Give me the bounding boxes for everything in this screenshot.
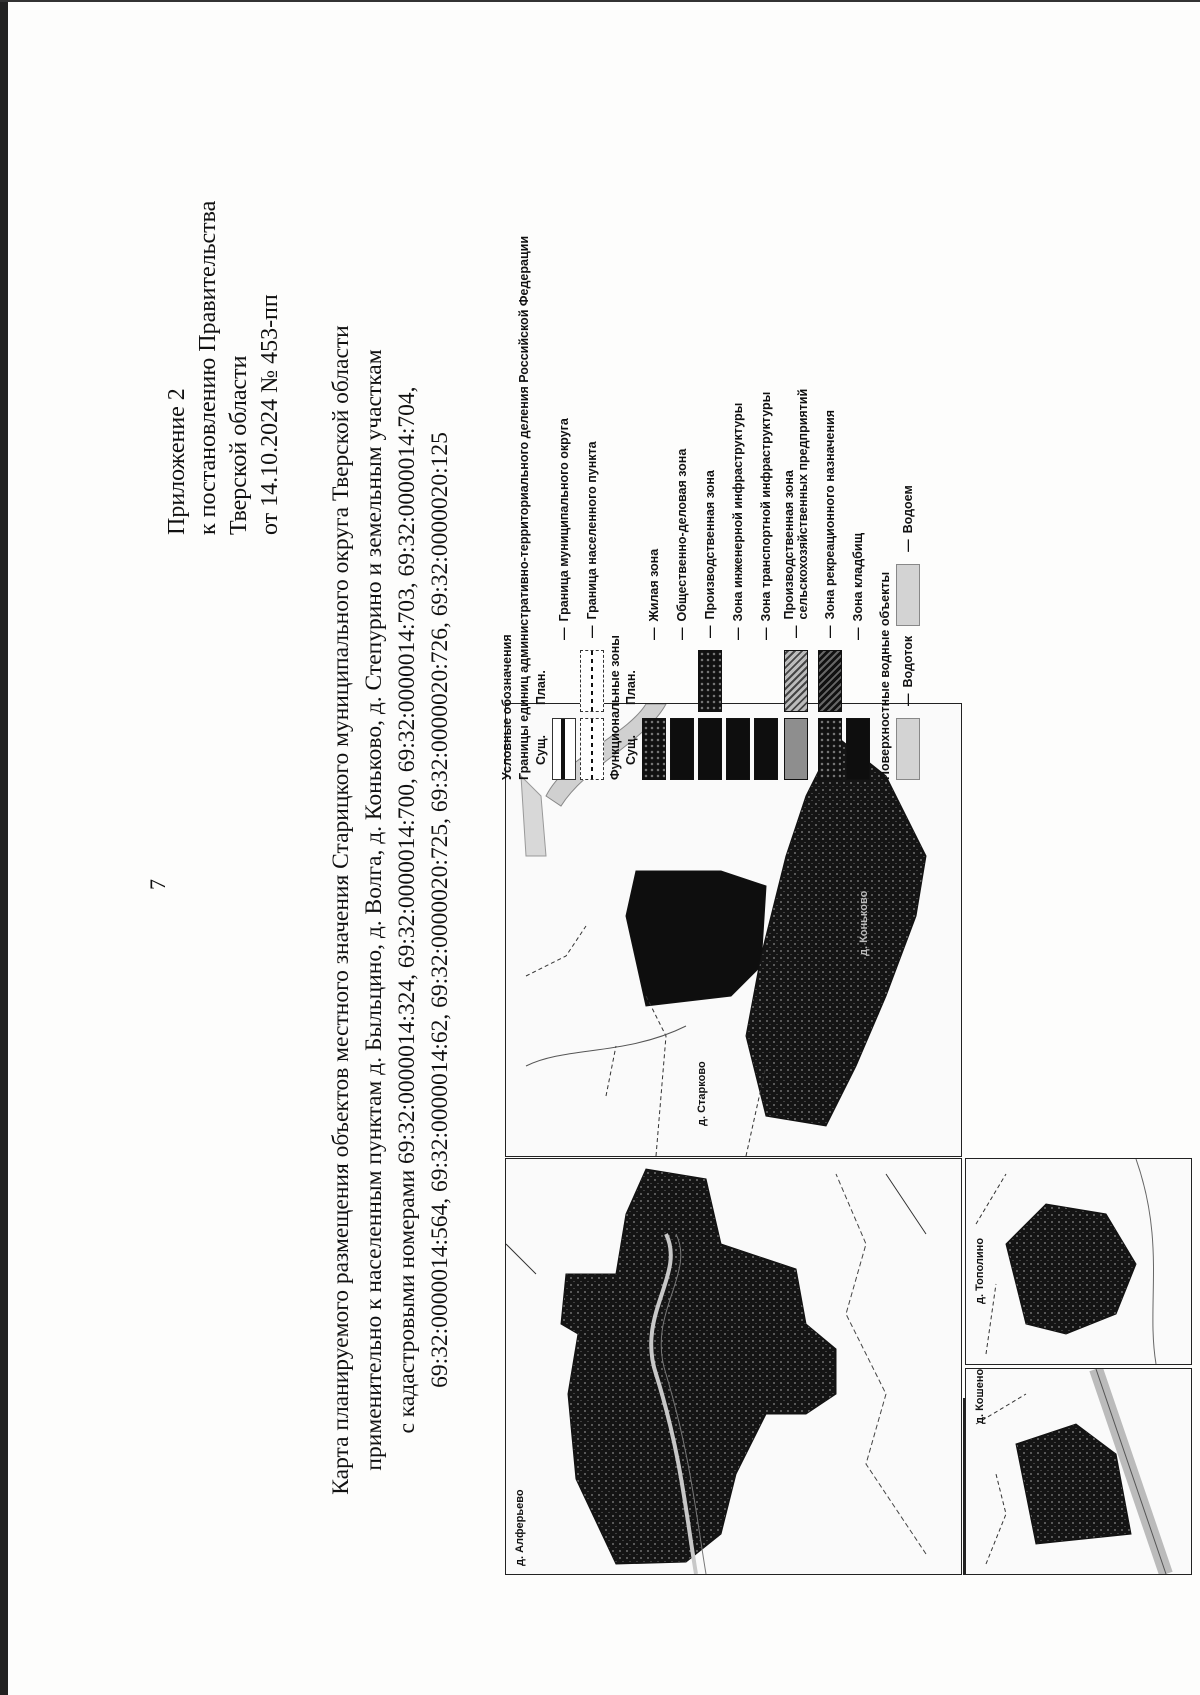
map-legend	[500, 0, 980, 780]
legend-label: Водоток	[901, 635, 915, 688]
swatch-existing	[818, 718, 842, 780]
legend-label: Жилая зона	[647, 548, 661, 622]
swatch-planned	[643, 652, 665, 712]
title-line: Карта планируемого размещения объектов местного значения Старицкого муниципального округа Тверской области	[328, 325, 354, 1495]
swatch-existing	[726, 718, 750, 780]
swatch-existing	[552, 718, 576, 780]
map-alferyevo	[505, 1158, 962, 1575]
legend-label: Производственная зона	[703, 470, 717, 620]
legend-label: Общественно-деловая зона	[675, 448, 689, 622]
page-number: 7	[145, 879, 170, 890]
label-konkovo: д. Коньково	[858, 890, 870, 956]
legend-row-settlement-border: — Граница населенного пункта	[580, 441, 604, 780]
swatch-reservoir	[896, 564, 920, 626]
legend-label: Зона рекреационного назначения	[823, 409, 837, 620]
label-starkovo: д. Старково	[696, 1061, 708, 1126]
legend-label: Граница населенного пункта	[585, 441, 599, 620]
appendix-line: к постановлению Правительства	[195, 200, 221, 535]
swatch-existing	[754, 718, 778, 780]
label-topolino: д. Тополино	[974, 1237, 986, 1304]
swatch-planned	[698, 650, 722, 712]
appendix-line: от 14.10.2024 № 453-пп	[257, 294, 283, 535]
legend-admin-header: Границы единиц административно-территориального деления Российской Федерации	[517, 235, 531, 780]
map-panels-small	[965, 1155, 1200, 1575]
legend-row-water: — Водоток — Водоем	[896, 485, 920, 780]
swatch-planned	[847, 652, 869, 712]
legend-label: Зона кладбищ	[851, 532, 865, 622]
legend-row-zone: — Производственная зона	[698, 470, 722, 780]
swatch-existing	[846, 718, 870, 780]
swatch-stream	[896, 718, 920, 780]
swatch-existing	[670, 718, 694, 780]
swatch-planned	[818, 650, 842, 712]
legend-row-zone: — Зона транспортной инфраструктуры	[754, 392, 778, 780]
title-line: применительно к населенным пунктам д. Быльцино, д. Волга, д. Коньково, д. Степурино и земельным участкам	[361, 349, 387, 1471]
legend-title: Условные обозначения	[500, 634, 514, 780]
legend-row-zone: — Производственная зона сельскохозяйственных предприятий	[782, 380, 810, 781]
map-topolino-panel	[965, 1158, 1192, 1365]
legend-label: Зона транспортной инфраструктуры	[759, 391, 773, 622]
legend-label: Граница муниципального округа	[557, 418, 571, 622]
legend-row-zone: — Зона кладбищ	[846, 533, 870, 780]
appendix-line: Приложение 2	[164, 388, 190, 535]
swatch-existing	[698, 718, 722, 780]
legend-row-municipal-border: — Граница муниципального округа	[552, 418, 576, 780]
map-topolino-drawing	[966, 1159, 1191, 1364]
legend-col-existing: Сущ.	[534, 735, 548, 765]
swatch-planned	[727, 652, 749, 712]
map-kosheno-panel	[965, 1368, 1192, 1575]
swatch-existing	[642, 718, 666, 780]
swatch-planned	[755, 652, 777, 712]
legend-row-zone: — Общественно-деловая зона	[670, 449, 694, 780]
legend-col-planned: План.	[534, 670, 548, 705]
legend-label: Производственная зона сельскохозяйственных предприятий	[782, 388, 810, 620]
swatch-planned	[580, 650, 604, 712]
map-alferyevo-drawing	[506, 1159, 961, 1574]
map-kosheno-drawing	[966, 1369, 1191, 1574]
legend-label: Водоем	[901, 485, 915, 534]
swatch-planned	[784, 650, 808, 712]
appendix-line: Тверской области	[226, 355, 252, 535]
appendix-block	[162, 201, 286, 535]
document-title	[325, 235, 457, 1585]
title-line: с кадастровыми номерами 69:32:0000014:324, 69:32:0000014:700, 69:32:0000014:703, 69:32:0000014:704,	[394, 386, 420, 1434]
title-line: 69:32:0000014:564, 69:32:0000014:62, 69:32:0000020:725, 69:32:0000020:726, 69:32:0000020:125	[427, 432, 453, 1388]
label-kosheno: д. Кошено	[974, 1368, 986, 1424]
legend-functional-header: Функциональные зоны	[608, 635, 622, 780]
legend-col-planned: План.	[624, 670, 638, 705]
label-alferyevo: д. Алферьево	[514, 1489, 526, 1566]
legend-row-zone: — Зона инженерной инфраструктуры	[726, 403, 750, 780]
legend-row-zone: — Зона рекреационного назначения	[818, 410, 842, 780]
legend-water-header: Поверхностные водные объекты	[878, 571, 892, 780]
legend-col-existing: Сущ.	[624, 735, 638, 765]
legend-label: Зона инженерной инфраструктуры	[731, 402, 745, 622]
swatch-existing	[784, 718, 808, 780]
swatch-existing	[580, 718, 604, 780]
swatch-planned	[553, 652, 575, 712]
legend-row-zone: — Жилая зона	[642, 549, 666, 780]
swatch-planned	[671, 652, 693, 712]
